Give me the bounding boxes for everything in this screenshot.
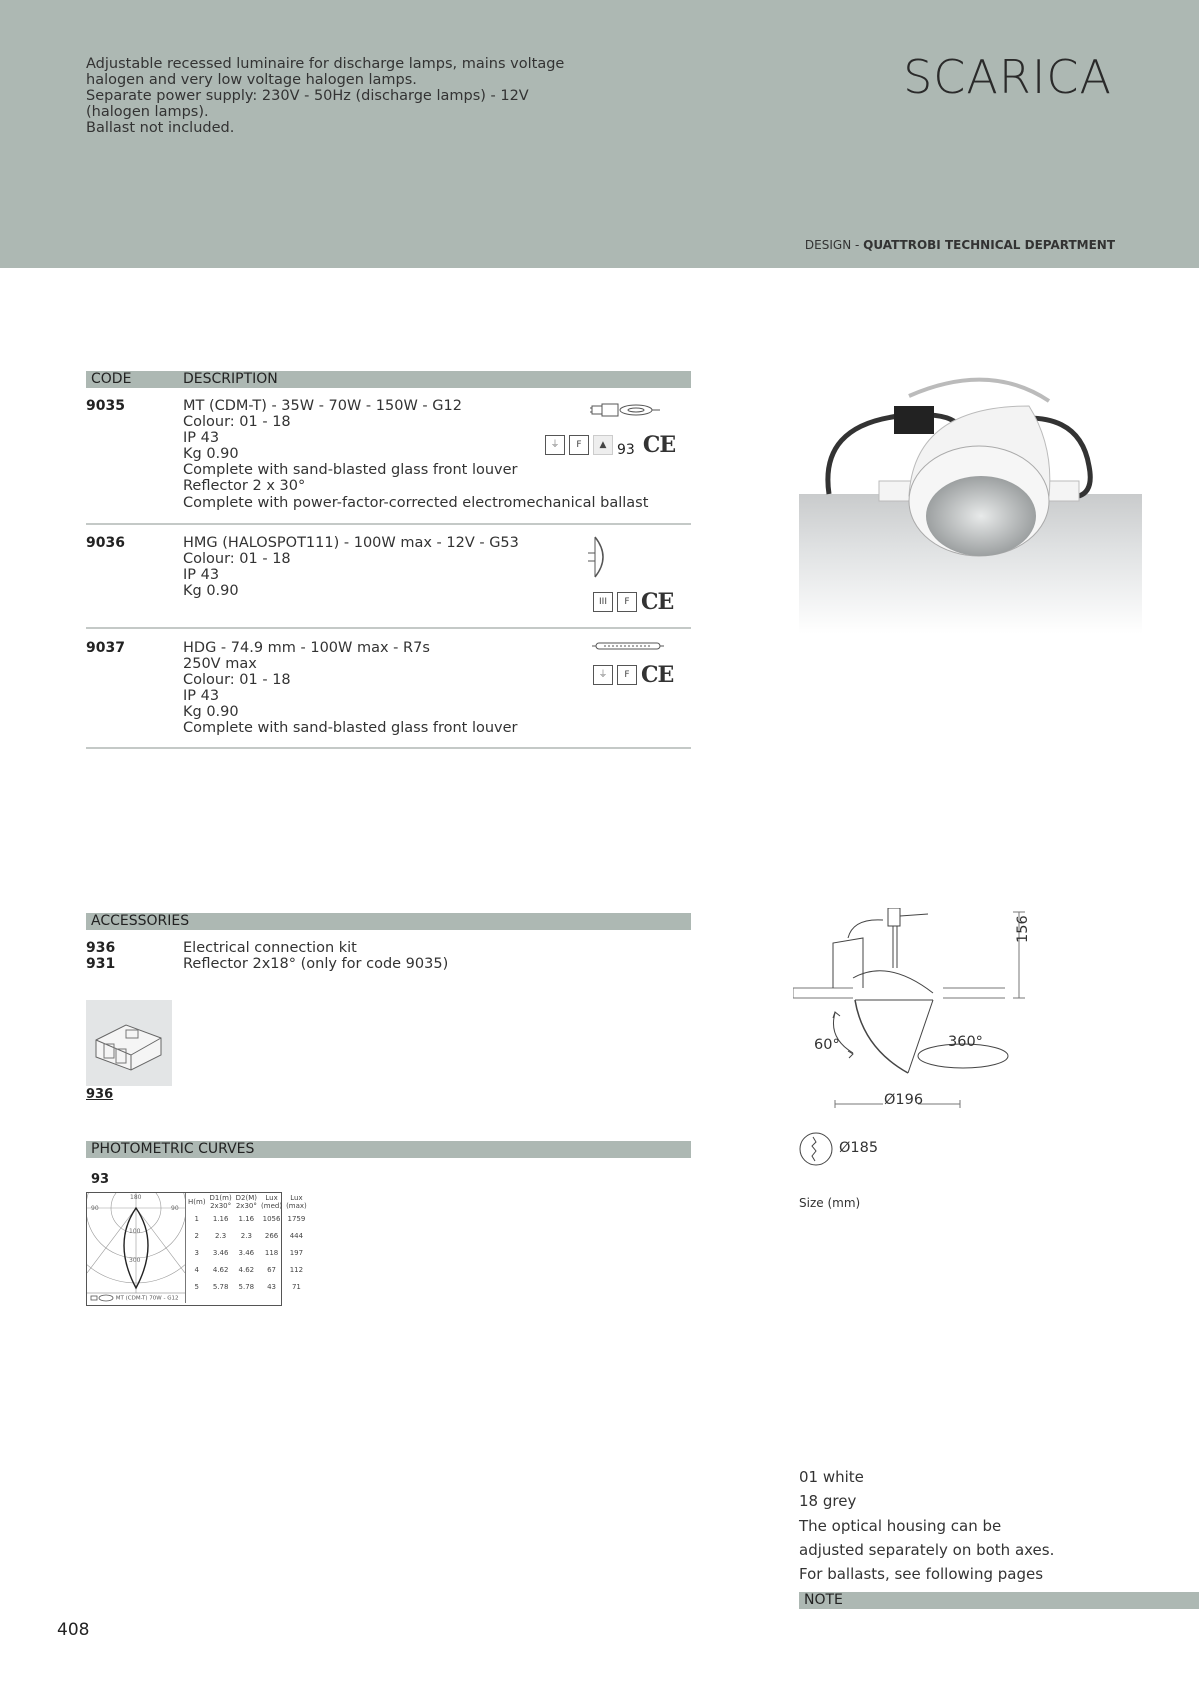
product-title: SCARICA <box>903 50 1112 104</box>
table-cell: 197 <box>289 1248 304 1257</box>
rotation-label: 360° <box>948 1034 983 1050</box>
note-line: 18 grey <box>799 1492 857 1511</box>
table-cell: 444 <box>289 1231 304 1240</box>
products-header-bar <box>86 371 691 388</box>
desc-line: MT (CDM-T) - 35W - 70W - 150W - G12 <box>183 398 462 414</box>
table-row <box>186 1227 309 1244</box>
product-code: 9035 <box>86 398 125 414</box>
connection-kit-image <box>86 1000 172 1086</box>
col-description-label: DESCRIPTION <box>183 371 278 387</box>
table-cell: 118 <box>264 1248 279 1257</box>
cert-icons <box>593 662 673 688</box>
table-row <box>186 1261 309 1278</box>
earth-class-icon: ⏚ <box>545 435 565 455</box>
product-code: 9037 <box>86 640 125 656</box>
intro-line: halogen and very low voltage halogen lamps. <box>86 72 417 88</box>
size-unit-label: Size (mm) <box>799 1196 861 1210</box>
table-cell: 266 <box>264 1231 279 1240</box>
row-divider <box>86 747 691 749</box>
f-mark-icon: F <box>617 665 637 685</box>
desc-line: Colour: 01 - 18 <box>183 672 291 689</box>
table-cell: 3.46 <box>212 1248 229 1257</box>
lamp-halospot-icon <box>585 535 615 579</box>
table-cell: 67 <box>267 1265 276 1274</box>
product-description <box>183 535 519 599</box>
class-iii-icon: III <box>593 592 613 612</box>
cert-icons <box>593 589 673 615</box>
table-cell: 2.3 <box>215 1231 227 1240</box>
desc-line: Complete with sand-blasted glass front louver <box>183 462 518 479</box>
table-row <box>186 1244 309 1261</box>
table-cell: 3.46 <box>238 1248 255 1257</box>
lamp-r7s-icon <box>592 640 664 652</box>
table-cell: 5.78 <box>212 1282 229 1291</box>
design-credit <box>805 238 1115 252</box>
desc-line: IP 43 <box>183 688 220 705</box>
col-code-label: CODE <box>91 371 132 387</box>
table-header: Lux (max) <box>286 1193 307 1210</box>
table-cell: 43 <box>267 1282 276 1291</box>
curve-ref: 93 <box>617 442 635 458</box>
desc-line: IP 43 <box>183 430 220 447</box>
desc-line: Colour: 01 - 18 <box>183 551 291 568</box>
table-cell: 1.16 <box>238 1214 255 1223</box>
ce-mark-icon: CE <box>641 589 674 615</box>
dimension-drawing <box>793 908 1033 1118</box>
lamp-label <box>90 1294 178 1302</box>
page-number: 408 <box>57 1620 90 1640</box>
design-prefix: DESIGN - <box>804 238 864 252</box>
table-cell: 5 <box>194 1282 199 1291</box>
polar-label: 90 <box>91 1205 99 1212</box>
lamp-cdmt-icon <box>590 398 665 420</box>
table-row <box>186 1210 309 1227</box>
ce-mark-icon: CE <box>641 662 674 688</box>
desc-line: HDG - 74.9 mm - 100W max - R7s <box>183 640 430 656</box>
f-mark-icon: F <box>569 435 589 455</box>
table-cell: 2.3 <box>240 1231 252 1240</box>
height-label: 156 <box>1015 915 1031 943</box>
desc-line: Kg 0.90 <box>183 583 239 600</box>
product-photo <box>799 366 1142 634</box>
curve-code: 93 <box>91 1172 110 1187</box>
table-cell: 1.16 <box>212 1214 229 1223</box>
lamp-label-text: MT (CDM-T) 70W - G12 <box>115 1295 179 1302</box>
table-header: D2(M) 2x30° <box>235 1193 258 1210</box>
accessories-title: ACCESSORIES <box>91 913 190 929</box>
intro-line: Adjustable recessed luminaire for discharge lamps, mains voltage <box>86 56 565 72</box>
photometric-table <box>186 1193 309 1295</box>
accessories-header-bar <box>86 913 691 930</box>
intro-line: Separate power supply: 230V - 50Hz (discharge lamps) - 12V <box>86 88 529 104</box>
table-cell: 5.78 <box>238 1282 255 1291</box>
photometric-table-wrap <box>185 1193 307 1303</box>
accessory-code: 931 <box>86 956 116 972</box>
curve-marker-icon: ▲ <box>593 435 613 455</box>
intro-line: Ballast not included. <box>86 120 235 136</box>
note-line: 01 white <box>799 1468 864 1486</box>
desc-line: Kg 0.90 <box>183 446 239 463</box>
table-header: Lux (med) <box>261 1193 283 1210</box>
tilt-label: 60° <box>814 1037 840 1053</box>
intro-line: (halogen lamps). <box>86 104 209 120</box>
note-title: NOTE <box>804 1592 843 1608</box>
table-cell: 4.62 <box>212 1265 229 1274</box>
accessory-image-caption: 936 <box>86 1087 114 1102</box>
product-description <box>183 640 518 737</box>
desc-line: Reflector 2 x 30° <box>183 478 306 495</box>
notes-text <box>799 1465 1054 1586</box>
design-name: QUATTROBI TECHNICAL DEPARTMENT <box>863 238 1115 252</box>
desc-line: HMG (HALOSPOT111) - 100W max - 12V - G53 <box>183 535 519 551</box>
polar-label: 90 <box>171 1205 179 1212</box>
accessory-label: Reflector 2x18° (only for code 9035) <box>183 956 449 972</box>
table-cell: 71 <box>291 1282 301 1291</box>
desc-line: Colour: 01 - 18 <box>183 414 291 431</box>
polar-label: 300 <box>129 1257 141 1264</box>
accessory-code: 936 <box>86 940 116 956</box>
desc-line: IP 43 <box>183 567 220 584</box>
desc-line: Complete with sand-blasted glass front louver <box>183 720 518 737</box>
desc-line: Kg 0.90 <box>183 704 239 721</box>
table-header: D1(m) 2x30° <box>209 1193 232 1210</box>
photometric-title: PHOTOMETRIC CURVES <box>91 1141 255 1157</box>
table-cell: 112 <box>289 1265 304 1274</box>
table-cell: 3 <box>194 1248 199 1257</box>
intro-text <box>86 56 565 136</box>
note-line: The optical housing can be <box>799 1516 1002 1535</box>
table-cell: 4 <box>194 1265 199 1274</box>
row-divider <box>86 523 691 525</box>
desc-line: Complete with power-factor-corrected electromechanical ballast <box>183 494 649 511</box>
table-cell: 4.62 <box>238 1265 255 1274</box>
earth-class-icon: ⏚ <box>593 665 613 685</box>
f-mark-icon: F <box>617 592 637 612</box>
accessory-label: Electrical connection kit <box>183 940 357 956</box>
desc-line: 250V max <box>183 656 257 673</box>
product-code: 9036 <box>86 535 125 551</box>
table-header: H(m) <box>188 1197 206 1206</box>
table-row <box>186 1278 309 1295</box>
table-header-row <box>186 1193 309 1210</box>
cert-icons <box>545 432 675 458</box>
table-cell: 1056 <box>262 1214 281 1223</box>
photometric-chart <box>86 1192 307 1306</box>
note-line: adjusted separately on both axes. <box>799 1540 1055 1559</box>
row-divider <box>86 627 691 629</box>
table-cell: 2 <box>194 1231 199 1240</box>
ce-mark-icon: CE <box>642 432 676 458</box>
note-bar <box>799 1592 1199 1609</box>
table-cell: 1759 <box>287 1214 306 1223</box>
cutout-icon <box>798 1131 834 1167</box>
photometric-header-bar <box>86 1141 691 1158</box>
lamp-small-icon <box>90 1294 114 1302</box>
cutout-diameter-label: Ø185 <box>839 1140 879 1156</box>
diameter-outer-label: Ø196 <box>884 1092 924 1108</box>
polar-label: 100 <box>129 1228 141 1235</box>
table-cell: 1 <box>194 1214 199 1223</box>
note-line: For ballasts, see following pages <box>799 1565 1044 1584</box>
polar-label: 180 <box>130 1194 142 1201</box>
